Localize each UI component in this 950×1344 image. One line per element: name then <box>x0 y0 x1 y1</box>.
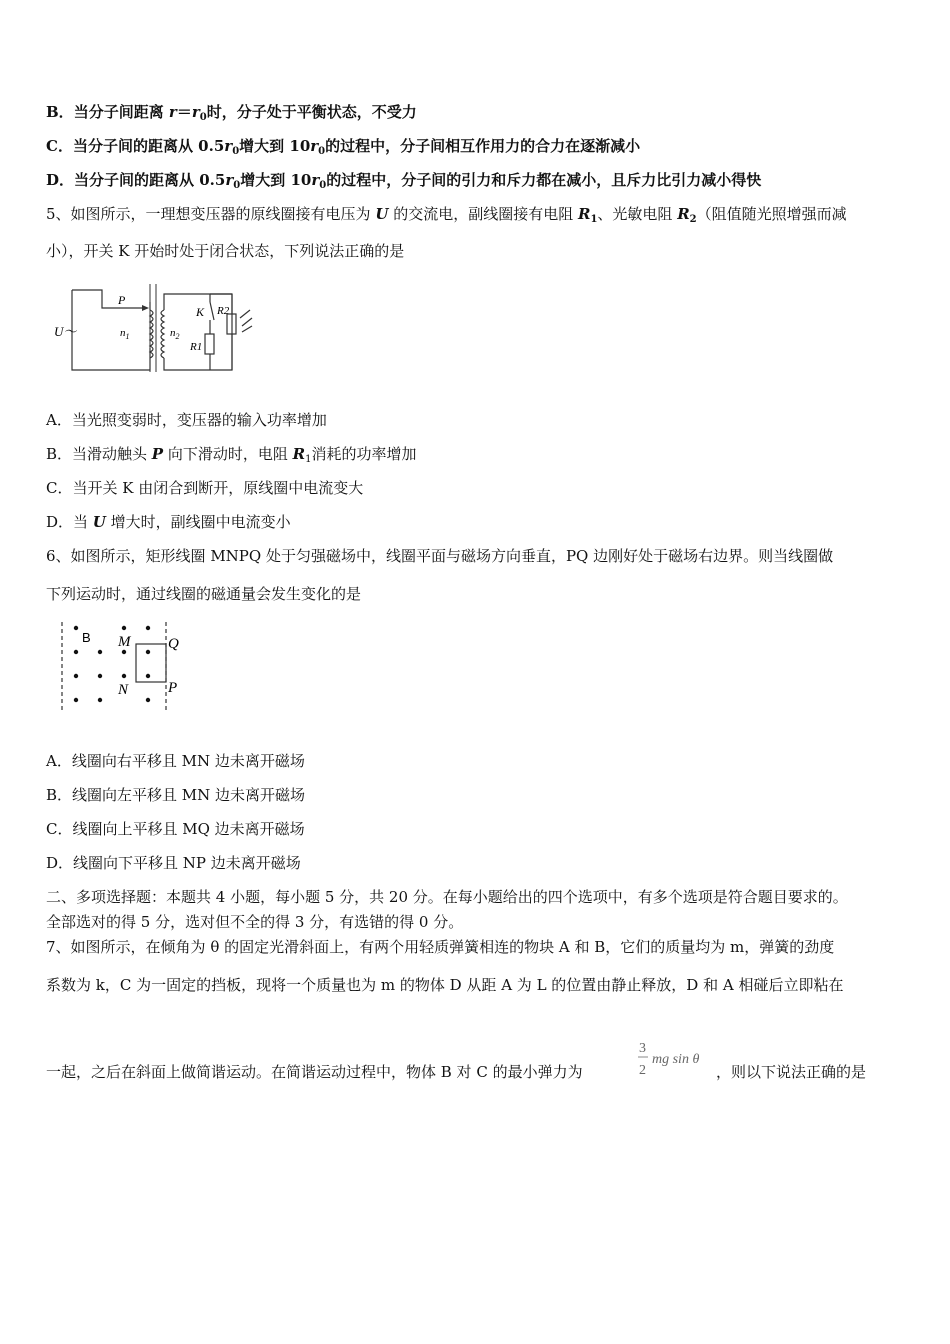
r1-resistor <box>205 334 214 354</box>
formula-3-2-mg-sin-theta <box>636 1036 726 1086</box>
q6-option-d: D．线圈向下平移且 NP 边未离开磁场 <box>46 854 301 872</box>
q5-stem-line2: 小），开关 K 开始时处于闭合状态，下列说法正确的是 <box>46 242 405 260</box>
q6-stem-line2: 下列运动时，通过线圈的磁通量会发生变化的是 <box>46 585 362 603</box>
q6-option-a: A．线圈向右平移且 MN 边未离开磁场 <box>46 752 305 770</box>
label-m: M <box>118 634 131 650</box>
label-p: P <box>118 293 126 307</box>
secondary-coil <box>161 310 164 358</box>
q4-option-c: C．当分子间的距离从 $0.5r_0$增大到 $10r_0$的过程中，分子间相互作用力的合力在逐渐减小 <box>46 137 641 157</box>
label-n2: $n_2$ <box>170 327 180 341</box>
q6-option-c: C．线圈向上平移且 MQ 边未离开磁场 <box>46 820 305 838</box>
q4-option-d: D．当分子间的距离从 $0.5r_0$增大到 $10r_0$的过程中，分子间的引力和斥力都在减小，且斥力比引力减小得快 <box>46 171 762 191</box>
q5-stem-line1: 5、如图所示，一理想变压器的原线圈接有电压为 U 的交流电，副线圈接有电阻 $R_1$、光敏电阻 $R_2$（阻值随光照增强而减 <box>46 205 847 225</box>
q7-stem-line2: 系数为 k，C 为一固定的挡板，现将一个质量也为 m 的物体 D 从距 A 为 L 的位置由静止释放，D 和 A 相碰后立即粘在 <box>46 976 844 994</box>
coil-mnpq <box>136 644 166 682</box>
q6-option-b: B．线圈向左平移且 MN 边未离开磁场 <box>46 786 306 804</box>
frac-denominator: 2 <box>639 1063 646 1078</box>
section2-line2: 全部选对的得 5 分，选对但不全的得 3 分，有选错的得 0 分。 <box>46 913 464 931</box>
label-k: K <box>196 305 205 319</box>
label-r2: R2 <box>217 305 230 317</box>
q7-stem-line3-a: 一起，之后在斜面上做简谐运动。在简谐运动过程中，物体 B 对 C 的最小弹力为 <box>46 1063 583 1081</box>
q5-option-b: B．当滑动触头 P 向下滑动时，电阻 $R_1$消耗的功率增加 <box>46 445 417 465</box>
label-q: Q <box>168 636 179 652</box>
switch-k <box>210 302 214 320</box>
label-p-q6: P <box>168 680 178 696</box>
frac-numerator: 3 <box>639 1041 646 1056</box>
q5-option-c: C．当开关 K 由闭合到断开，原线圈中电流变大 <box>46 479 364 497</box>
primary-wire <box>72 290 150 370</box>
label-n: N <box>118 682 129 698</box>
transformer-circuit-figure <box>50 280 270 376</box>
label-r1: R1 <box>190 341 203 353</box>
q7-stem-line3-b: ，则以下说法正确的是 <box>716 1063 867 1081</box>
section2-line1: 二、多项选择题：本题共 4 小题，每小题 5 分，共 20 分。在每小题给出的四个选项中，有多个选项是符合题目要求的。 <box>46 888 848 906</box>
q7-stem-line1: 7、如图所示，在倾角为 θ 的固定光滑斜面上，有两个用轻质弹簧相连的物块 A 和 B，它们的质量均为 m，弹簧的劲度 <box>46 938 835 956</box>
magnetic-field-figure <box>56 620 196 716</box>
q5-option-a: A．当光照变弱时，变压器的输入功率增加 <box>46 411 327 429</box>
light-arrow <box>240 310 250 318</box>
q6-stem-line1: 6、如图所示，矩形线圈 MNPQ 处于匀强磁场中，线圈平面与磁场方向垂直，PQ 边刚好处于磁场右边界。则当线圈做 <box>46 547 834 565</box>
q4-option-b: B．当分子间距离 $r=r_0$时，分子处于平衡状态，不受力 <box>46 103 417 123</box>
label-b: B <box>82 630 91 645</box>
q5-option-d: D．当 U 增大时，副线圈中电流变小 <box>46 513 291 531</box>
primary-top-wire <box>72 290 142 308</box>
label-n1: $n_1$ <box>120 327 130 341</box>
label-u: U～ <box>54 324 77 339</box>
frac-expression: mg sin θ <box>652 1052 700 1067</box>
